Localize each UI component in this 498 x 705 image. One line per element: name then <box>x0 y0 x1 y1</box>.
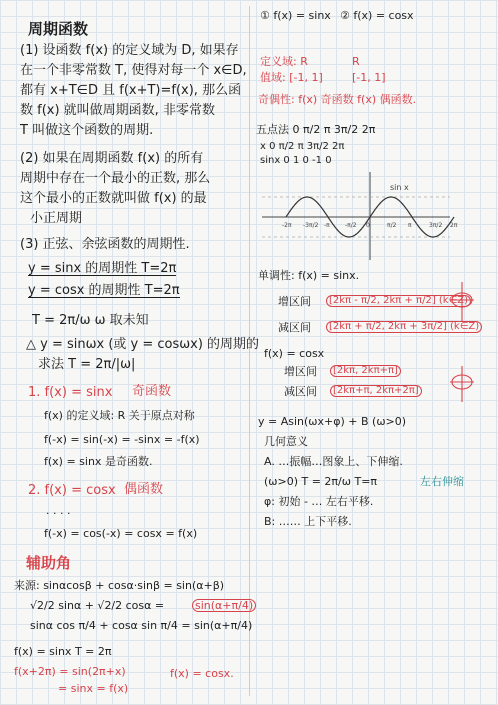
aux-line-3: sinα cos π/4 + cosα sin π/4 = sin(α+π/4) <box>30 619 253 632</box>
even-function-head: 2. f(x) = cosx <box>28 483 116 498</box>
general-period-line-1: △ y = sinωx (或 y = cosωx) 的周期的 <box>26 337 260 352</box>
header-cos: ② f(x) = cosx <box>340 9 414 22</box>
decrease-label-cos: 减区间 <box>284 385 317 398</box>
increase-label-sin: 增区间 <box>278 295 311 308</box>
unit-circle-doodles <box>450 270 490 410</box>
odd-equation-1: f(-x) = sin(-x) = -sinx = -f(x) <box>44 433 200 446</box>
odd-function-label: 奇函数 <box>132 384 172 399</box>
tick-label: -2π <box>282 222 292 229</box>
sine-graph-sketch <box>262 172 458 262</box>
meaning-phi: φ: 初始 - … 左右平移. <box>264 495 374 508</box>
five-point-row-x: x 0 π/2 π 3π/2 2π <box>260 141 345 152</box>
meaning-omega-teal: 左右伸缩 <box>420 475 464 488</box>
aux-angle-title: 辅助角 <box>26 554 72 572</box>
definition-line-4: 数 f(x) 就叫做周期函数, 非零常数 <box>20 103 215 118</box>
tick-label: -π <box>324 222 330 229</box>
tick-label: 3π/2 <box>429 222 443 229</box>
sin-period: y = sinx 的周期性 T=2π <box>28 261 177 276</box>
trig-periodicity-heading: (3) 正弦、余弦函数的周期性. <box>20 237 190 252</box>
aux-line-2-result: sin(α+π/4) <box>192 599 256 612</box>
geometric-meaning: 几何意义 <box>264 435 308 448</box>
tick-label: -π/2 <box>345 222 357 229</box>
aux-line-2: √2/2 sinα + √2/2 cosα = <box>30 599 165 612</box>
range-sin: 值域: [-1, 1] <box>260 71 323 84</box>
general-period-line-2: 求法 T = 2π/|ω| <box>38 357 136 372</box>
tick-label: -3π/2 <box>303 222 319 229</box>
even-equation: f(-x) = cos(-x) = cosx = f(x) <box>44 527 198 540</box>
f-shift-1: f(x+2π) = sin(2π+x) <box>14 665 126 678</box>
decrease-interval-sin: [2kπ + π/2, 2kπ + 3π/2] (k∈Z) <box>326 321 482 333</box>
graph-label: sin x <box>390 183 409 192</box>
f-cos-bottom: f(x) = cosx. <box>170 667 234 680</box>
tick-label: 2π <box>450 222 458 229</box>
decrease-label-sin: 减区间 <box>278 321 311 334</box>
meaning-A: A. …振幅…图象上、下伸缩. <box>264 455 403 468</box>
definition-line-2: 在一个非零常数 T, 使得对每一个 x∈D, <box>20 63 247 78</box>
five-point-method: 五点法 0 π/2 π 3π/2 2π <box>256 123 376 136</box>
domain-sin: 定义域: R <box>260 55 308 68</box>
even-dots: · · · · <box>46 507 71 520</box>
meaning-omega: (ω>0) T = 2π/ω T=π <box>264 475 378 488</box>
odd-function-head: 1. f(x) = sinx <box>28 385 113 400</box>
min-period-line-2: 周期中存在一个最小的正数, 那么 <box>20 171 211 186</box>
f-cos-heading: f(x) = cosx <box>264 347 325 360</box>
general-form: y = Asin(ωx+φ) + B (ω>0) <box>258 415 407 428</box>
cos-period: y = cosx 的周期性 T=2π <box>28 283 180 298</box>
definition-line-3: 都有 x+T∈D 且 f(x+T)=f(x), 那么函 <box>20 83 242 98</box>
odd-equation-2: f(x) = sinx 是奇函数. <box>44 455 153 468</box>
parity: 奇偶性: f(x) 奇函数 f(x) 偶函数. <box>258 93 417 106</box>
f-shift-2: = sinx = f(x) <box>58 682 129 695</box>
min-period-line-4: 小正周期 <box>30 211 83 226</box>
meaning-B: B: …… 上下平移. <box>264 515 352 528</box>
domain-cos: R <box>352 55 360 68</box>
five-point-row-sin: sinx 0 1 0 -1 0 <box>260 155 332 166</box>
increase-interval-sin: [2kπ - π/2, 2kπ + π/2] (k∈Z) <box>326 295 471 307</box>
period-formula: T = 2π/ω ω 取未知 <box>32 313 149 328</box>
section-title-periodic-function: 周期函数 <box>28 20 89 38</box>
tick-label: π <box>408 222 412 229</box>
definition-line-1: (1) 设函数 f(x) 的定义域为 D, 如果存 <box>20 43 239 58</box>
definition-line-5: T 叫做这个函数的周期. <box>20 123 154 138</box>
range-cos: [-1, 1] <box>352 71 386 84</box>
even-function-label: 偶函数 <box>124 482 164 497</box>
odd-domain: f(x) 的定义域: R 关于原点对称 <box>44 409 195 422</box>
tick-label: π/2 <box>387 222 397 229</box>
increase-label-cos: 增区间 <box>284 365 317 378</box>
aux-line-1: 来源: sinαcosβ + cosα·sinβ = sin(α+β) <box>14 579 225 592</box>
increase-interval-cos: [2kπ, 2kπ+π] <box>330 365 401 377</box>
header-sin: ① f(x) = sinx <box>260 9 331 22</box>
monotonicity-title: 单调性: f(x) = sinx. <box>258 269 360 282</box>
tick-label: 0 <box>366 222 370 229</box>
decrease-interval-cos: [2kπ+π, 2kπ+2π] <box>330 385 422 397</box>
min-period-line-3: 这个最小的正数就叫做 f(x) 的最 <box>20 191 207 206</box>
min-period-line-1: (2) 如果在周期函数 f(x) 的所有 <box>20 151 204 166</box>
f-sin-period: f(x) = sinx T = 2π <box>14 645 112 658</box>
